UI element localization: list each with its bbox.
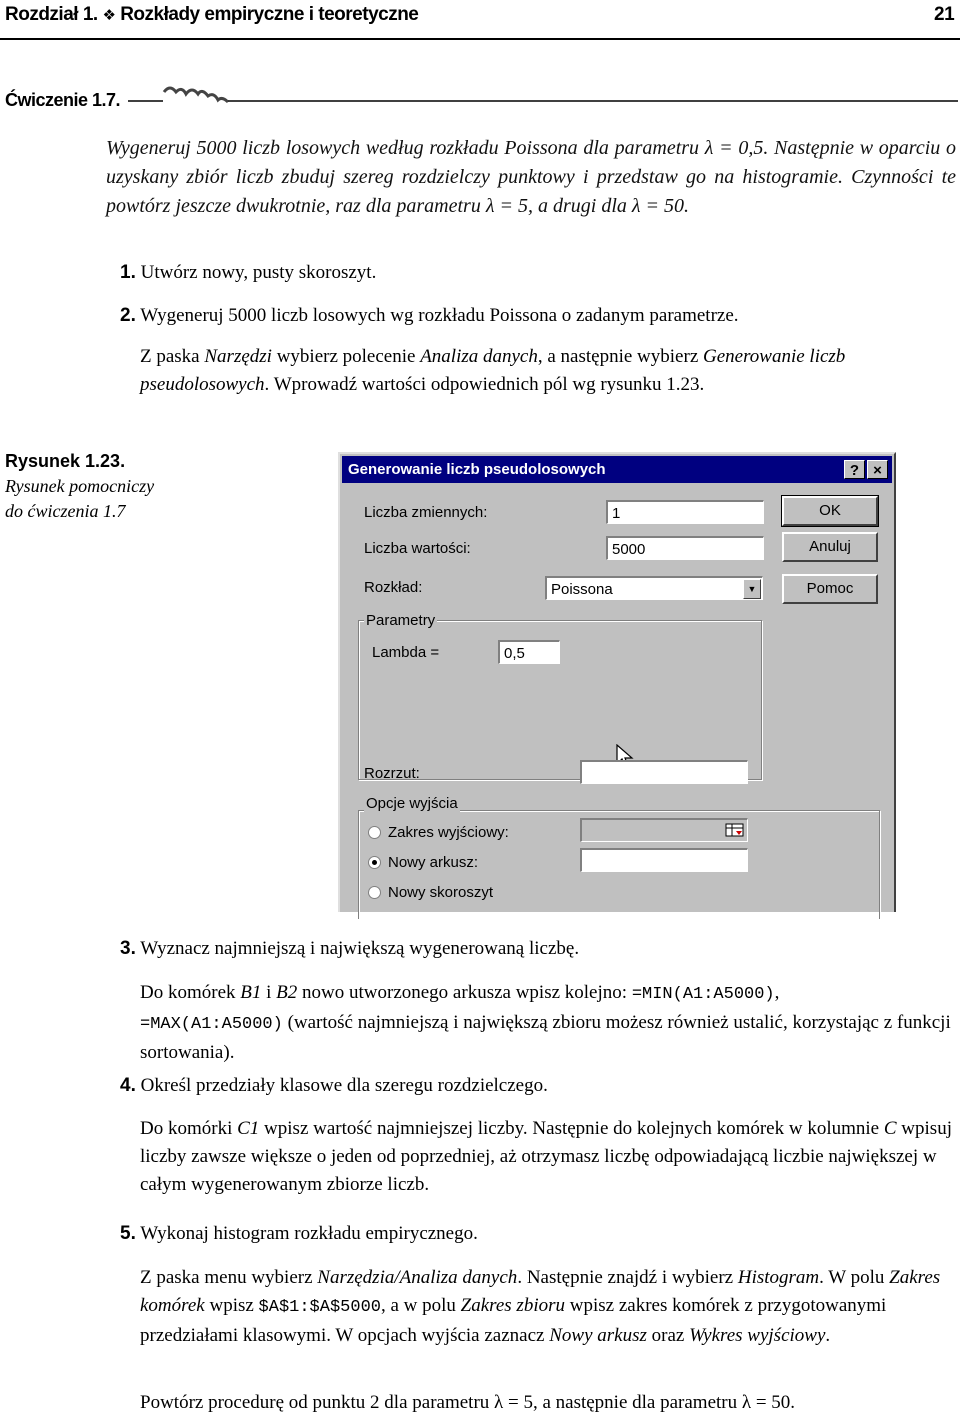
text-run: i (261, 982, 277, 1003)
final-instruction: Powtórz procedurę od punktu 2 dla parametru λ = 5, a następnie dla parametru λ = 50. (140, 1392, 796, 1413)
figure-caption-1: Rysunek pomocniczy (5, 476, 155, 496)
text-run: , a następnie wybierz (537, 346, 704, 367)
text-run: wpisz (204, 1295, 259, 1316)
seed-input[interactable] (580, 760, 748, 784)
text-run: wpisz zakres komórek z przygotowanymi przedziałami klasowymi. W opcjach wyjścia zaznacz (140, 1295, 887, 1346)
output-options-title: Opcje wyjścia (366, 795, 458, 812)
new-book-label: Nowy skoroszyt (388, 884, 494, 901)
distribution-label: Rozkład: (364, 579, 423, 596)
distribution-value: Poissona (551, 581, 613, 598)
text-run: Do komórki (140, 1118, 238, 1139)
text-run: . (825, 1325, 831, 1346)
text-run: wybierz polecenie (271, 346, 421, 367)
help-icon[interactable]: ? (844, 460, 865, 479)
distribution-select[interactable] (545, 576, 763, 600)
step-2-body (140, 343, 955, 399)
diamond-icon: ❖ (102, 7, 116, 24)
text-run: , a w polu (380, 1295, 461, 1316)
text-run: nowo utworzonego arkusza wpisz kolejno: (297, 982, 632, 1003)
num-values-label: Liczba wartości: (364, 540, 471, 557)
option-name: Wykres wyjściowy (689, 1325, 826, 1346)
figure-label: Rysunek 1.23. (5, 451, 126, 471)
num-vars-input[interactable]: 1 (606, 500, 764, 524)
num-vars-label: Liczba zmiennych: (364, 504, 488, 521)
formula: $A$1:$A$5000 (258, 1298, 381, 1317)
lambda-input[interactable]: 0,5 (498, 640, 560, 664)
output-range-radio[interactable] (368, 826, 381, 839)
command-name: Histogram (737, 1267, 820, 1288)
chevron-down-icon[interactable]: ▼ (743, 579, 761, 599)
text-run: (wartość najmniejszą i największą zbioru możesz również ustalić, korzystając z funkcji sortowania). (140, 1012, 951, 1063)
step-text: Wykonaj histogram rozkładu empirycznego. (140, 1223, 478, 1244)
exercise-label: Ćwiczenie 1.7. (5, 90, 121, 110)
dialog-titlebar (342, 456, 892, 483)
step-5 (120, 1223, 478, 1245)
formula: =MIN(A1:A5000) (631, 985, 775, 1004)
cell-ref: C (883, 1118, 897, 1139)
chapter-label: Rozdział 1. (5, 4, 98, 25)
text-run: . Następnie znajdź i wybierz (517, 1267, 738, 1288)
header-rule (0, 38, 960, 40)
step-text: Utwórz nowy, pusty skoroszyt. (140, 262, 377, 283)
step-1 (120, 262, 376, 284)
step-number: 4. (120, 1075, 136, 1096)
figure-caption-2: do ćwiczenia 1.7 (5, 501, 126, 521)
text-run: Z paska (140, 346, 205, 367)
step-4-body (140, 1115, 955, 1199)
text-run: wpisuj liczby zawsze większe o jeden od poprzedniej, aż otrzymasz liczbę odpowiadającą liczbie największej w całym wygenerowanym zbiorze liczb. (140, 1118, 952, 1195)
new-sheet-input[interactable] (580, 848, 748, 872)
menu-name: Narzędzia/Analiza danych (317, 1267, 518, 1288)
step-number: 3. (120, 938, 136, 959)
ornament-icon (128, 80, 958, 106)
command-name: Analiza danych (420, 346, 538, 367)
new-sheet-label: Nowy arkusz: (388, 854, 479, 871)
step-4 (120, 1075, 548, 1097)
text-run: wpisz wartość najmniejszej liczby. Następnie do kolejnych komórek w kolumnie (259, 1118, 884, 1139)
lambda-label: Lambda = (372, 644, 440, 661)
output-range-input[interactable] (580, 818, 748, 842)
cell-ref: B1 (240, 982, 262, 1003)
cancel-button[interactable]: Anuluj (782, 532, 878, 562)
range-picker-icon[interactable] (725, 822, 745, 838)
close-icon[interactable]: × (867, 460, 888, 479)
text-run: . W polu (819, 1267, 890, 1288)
parameters-group-title: Parametry (366, 612, 436, 629)
field-name: Zakres zbioru (460, 1295, 565, 1316)
new-book-radio[interactable] (368, 886, 381, 899)
cell-ref: C1 (237, 1118, 260, 1139)
output-range-label: Zakres wyjściowy: (388, 824, 509, 841)
exercise-intro: Wygeneruj 5000 liczb losowych według rozkładu Poissona dla parametru λ = 0,5. Następnie w oparciu o uzyskany zbiór liczb zbuduj szereg rozdzielczy punktowy i przedstaw go na histogramie. Czynności te powtórz jeszcze dwukrotnie, raz dla parametru λ = 5, a drugi dla λ = 50. (106, 137, 956, 217)
chapter-title: Rozkłady empiryczne i teoretyczne (120, 4, 419, 25)
running-header (5, 4, 418, 26)
num-values-input[interactable]: 5000 (606, 536, 764, 560)
step-number: 1. (120, 262, 136, 283)
step-2 (120, 305, 739, 327)
cell-ref: B2 (276, 982, 298, 1003)
random-number-dialog (338, 452, 896, 912)
dialog-title: Generowanie liczb pseudolosowych (348, 461, 606, 478)
text-run: Do komórek (140, 982, 241, 1003)
command-name: Generowanie liczb pseudolosowych (140, 346, 846, 395)
text-run: . Wprowadź wartości odpowiednich pól wg rysunku 1.23. (264, 374, 705, 395)
page-number: 21 (934, 4, 955, 25)
step-3-body (140, 979, 955, 1067)
step-3 (120, 938, 579, 960)
seed-label: Rozrzut: (364, 765, 420, 782)
step-number: 5. (120, 1223, 136, 1244)
step-text: Wyznacz najmniejszą i największą wygenerowaną liczbę. (140, 938, 580, 959)
formula: =MAX(A1:A5000) (140, 1015, 283, 1034)
option-name: Nowy arkusz (549, 1325, 647, 1346)
help-button[interactable]: Pomoc (782, 574, 878, 604)
text-run: Z paska menu wybierz (140, 1267, 318, 1288)
new-sheet-radio[interactable] (368, 856, 381, 869)
field-name: Zakres komórek (140, 1267, 941, 1316)
step-5-body (140, 1264, 955, 1350)
step-text: Wygeneruj 5000 liczb losowych wg rozkładu Poissona o zadanym parametrze. (140, 305, 739, 326)
menu-name: Narzędzi (204, 346, 272, 367)
step-text: Określ przedziały klasowe dla szeregu rozdzielczego. (140, 1075, 548, 1096)
text-run: oraz (646, 1325, 690, 1346)
text-run: , (774, 982, 780, 1003)
step-number: 2. (120, 305, 136, 326)
ok-button[interactable]: OK (782, 496, 878, 526)
